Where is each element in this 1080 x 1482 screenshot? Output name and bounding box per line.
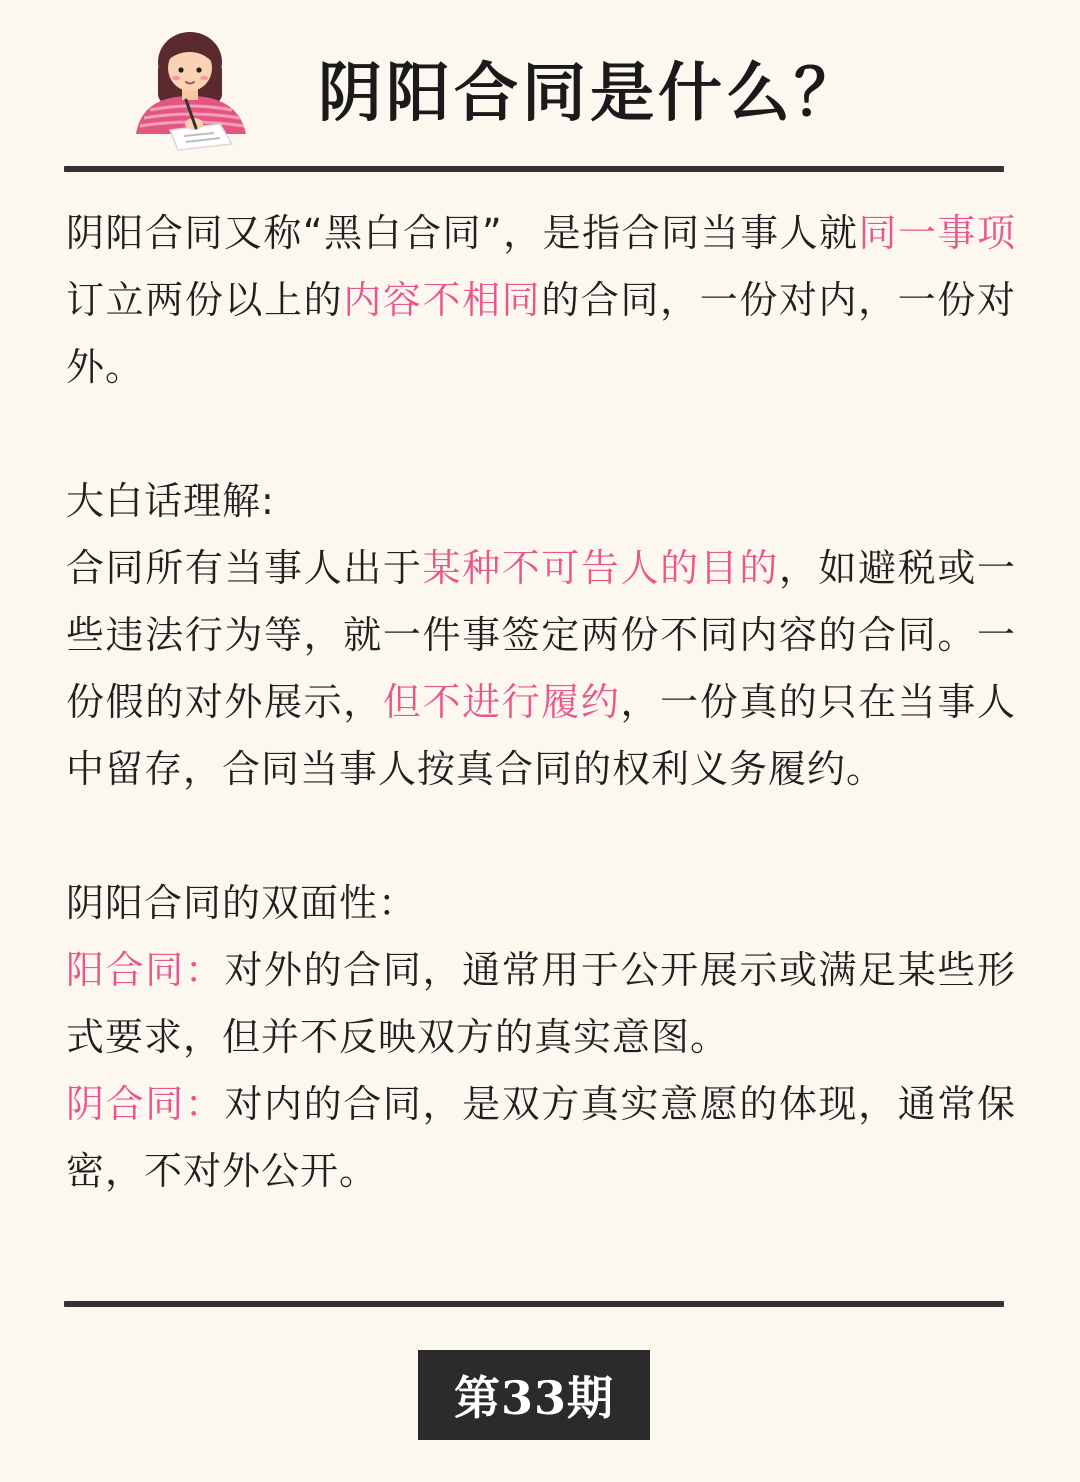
text: 对内的合同，是双方真实意愿的体现，通常保密，不对外公开。 — [66, 1082, 1016, 1193]
highlight-text: 但不进行履约 — [382, 680, 621, 724]
section-heading: 大白话理解: — [66, 479, 275, 523]
spacer — [66, 803, 1016, 870]
yin-label: 阴合同： — [66, 1082, 225, 1126]
highlight-text: 某种不可告人的目的 — [422, 546, 779, 590]
text: 阴阳合同又称“黑白合同”，是指合同当事人就 — [66, 211, 859, 255]
header — [0, 0, 1080, 165]
spacer — [66, 401, 1016, 468]
definition-paragraph — [66, 200, 1016, 401]
yang-label: 阳合同： — [66, 948, 225, 992]
bottom-divider — [64, 1301, 1004, 1307]
text: ，如避税或一些违法行为等，就一件事签定两份不同内容的合同。一份假的对外展示， — [66, 546, 1016, 724]
article-body — [66, 200, 1016, 1205]
highlight-text: 同一事项 — [858, 211, 1016, 255]
text: 对外的合同，通常用于公开展示或满足某些形式要求，但并不反映双方的真实意图。 — [66, 948, 1016, 1059]
text: 的合同，一份对内，一份对外。 — [66, 278, 1016, 389]
plain-explanation-paragraph — [66, 535, 1016, 803]
text: 订立两份以上的 — [66, 278, 344, 322]
yang-contract-item — [66, 937, 1016, 1071]
yin-contract-item — [66, 1071, 1016, 1205]
page-title: 阴阳合同是什么？ — [318, 57, 862, 131]
top-divider — [64, 166, 1004, 172]
text: ，一份真的只在当事人中留存，合同当事人按真合同的权利义务履约。 — [66, 680, 1016, 791]
highlight-text: 内容不相同 — [343, 278, 542, 322]
section-heading: 阴阳合同的双面性： — [66, 881, 418, 925]
issue-badge: 第33期 — [418, 1350, 650, 1440]
girl-writing-illustration-icon — [128, 22, 258, 152]
text: 合同所有当事人出于 — [66, 546, 423, 590]
